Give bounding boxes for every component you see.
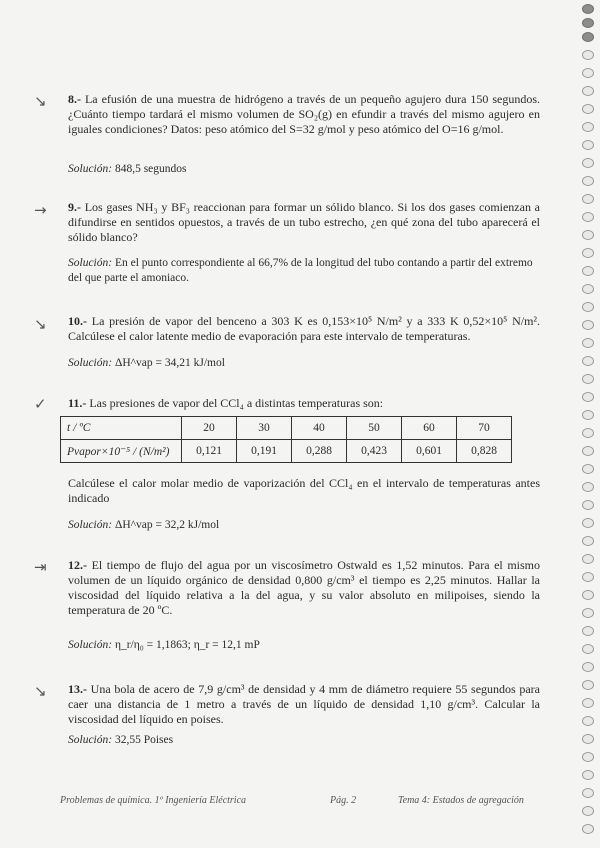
- check-mark-icon: ↘: [34, 92, 47, 110]
- problem-text: Calcúlese el calor molar medio de vaporización del CCl₄ en el intervalo de temperaturas antes indicado: [68, 476, 540, 505]
- solution-label: Solución:: [68, 163, 113, 175]
- check-mark-icon: ↘: [34, 315, 47, 333]
- vapor-pressure-table: [60, 416, 512, 463]
- problem-11-continued: [68, 476, 540, 506]
- table-cell: 60: [402, 417, 457, 440]
- table-cell: 0,601: [402, 440, 457, 463]
- problem-11: [68, 396, 540, 411]
- table-cell: 0,288: [292, 440, 347, 463]
- table-cell: 0,423: [347, 440, 402, 463]
- check-mark-icon: ✓: [34, 395, 47, 413]
- solution-label: Solución:: [68, 257, 113, 269]
- solution-label: Solución:: [68, 639, 113, 651]
- problem-number: 12.-: [68, 558, 87, 572]
- table-cell: 40: [292, 417, 347, 440]
- check-mark-icon: ↘: [34, 682, 47, 700]
- problem-number: 13.-: [68, 682, 87, 696]
- table-cell: 0,121: [182, 440, 237, 463]
- table-cell: 0,191: [237, 440, 292, 463]
- check-mark-icon: →: [34, 201, 47, 219]
- problem-number: 8.-: [68, 92, 81, 106]
- table-cell: 50: [347, 417, 402, 440]
- row-label: Pvapor×10⁻⁵ / (N/m²): [61, 440, 182, 463]
- table-cell: 30: [237, 417, 292, 440]
- check-mark-icon: ⇥: [34, 558, 47, 576]
- problem-10: [68, 314, 540, 344]
- table-cell: 20: [182, 417, 237, 440]
- footer-topic: Tema 4: Estados de agregación: [398, 795, 524, 806]
- problem-13: [68, 682, 540, 727]
- problem-number: 9.-: [68, 200, 81, 214]
- table-row: [61, 440, 512, 463]
- solution-8: [68, 162, 540, 177]
- problem-text: La efusión de una muestra de hidrógeno a través de un pequeño agujero dura 150 segundos. ¿Cuánto tiempo tardará el mismo volumen de SO₂(g) en efundir a través del mismo agujero en iguales condiciones? Datos: peso atómico del S=32 g/mol y peso atómico del O=16 g/mol.: [68, 92, 541, 136]
- table-row: [61, 417, 512, 440]
- solution-text: 32,55 Poises: [114, 734, 174, 746]
- solution-text: 848,5 segundos: [114, 163, 187, 175]
- solution-text: En el punto correspondiente al 66,7% de la longitud del tubo contando a partir del extremo del que parte el amoniaco.: [68, 257, 533, 284]
- table-cell: 70: [457, 417, 512, 440]
- problem-9: [68, 200, 540, 245]
- row-label: t / ºC: [61, 417, 182, 440]
- footer-page-number: Pág. 2: [330, 795, 357, 806]
- solution-label: Solución:: [68, 519, 113, 531]
- table-cell: 0,828: [457, 440, 512, 463]
- problem-12: [68, 558, 540, 618]
- solution-13: [68, 733, 540, 748]
- solution-label: Solución:: [68, 357, 113, 369]
- solution-9: [68, 256, 540, 286]
- problem-text: La presión de vapor del benceno a 303 K es 0,153×10⁵ N/m² y a 333 K 0,52×10⁵ N/m². Calcúlese el calor latente medio de evaporación para este intervalo de temperaturas.: [68, 314, 541, 343]
- problem-text: Una bola de acero de 7,9 g/cm³ de densidad y 4 mm de diámetro requiere 55 segundos para caer una distancia de 1 metro a través de un líquido de densidad 1,10 g/cm³. Calcular la viscosidad del líquido en poises.: [68, 682, 541, 726]
- spiral-binding: [580, 4, 594, 834]
- solution-text: ΔH^vap = 34,21 kJ/mol: [114, 357, 225, 369]
- solution-label: Solución:: [68, 734, 113, 746]
- solution-10: [68, 356, 540, 371]
- problem-8: [68, 92, 540, 137]
- footer-course: Problemas de química. 1º Ingeniería Eléctrica: [60, 795, 247, 806]
- problem-text: El tiempo de flujo del agua por un viscosímetro Ostwald es 1,52 minutos. Para el mismo volumen de un líquido orgánico de densidad 0,800 g/cm³ el tiempo es 2,25 minutos. Hallar la viscosidad del líquido relativa a la del agua, y su valor absoluto en milipoises, siendo la temperatura de 20 ºC.: [68, 558, 541, 617]
- problem-text: Las presiones de vapor del CCl₄ a distintas temperaturas son:: [89, 396, 384, 410]
- solution-12: [68, 638, 540, 653]
- problem-number: 10.-: [68, 314, 87, 328]
- problem-number: 11.-: [68, 396, 87, 410]
- solution-text: ΔH^vap = 32,2 kJ/mol: [114, 519, 220, 531]
- solution-text: η_r/η₀ = 1,1863; η_r = 12,1 mP: [114, 639, 260, 651]
- problem-text: Los gases NH₃ y BF₃ reaccionan para formar un sólido blanco. Si los dos gases comienzan a difundirse en sentidos opuestos, a través de un tubo estrecho, ¿en qué zona del tubo aparecerá el sólido blanco?: [68, 200, 540, 244]
- solution-11: [68, 518, 540, 533]
